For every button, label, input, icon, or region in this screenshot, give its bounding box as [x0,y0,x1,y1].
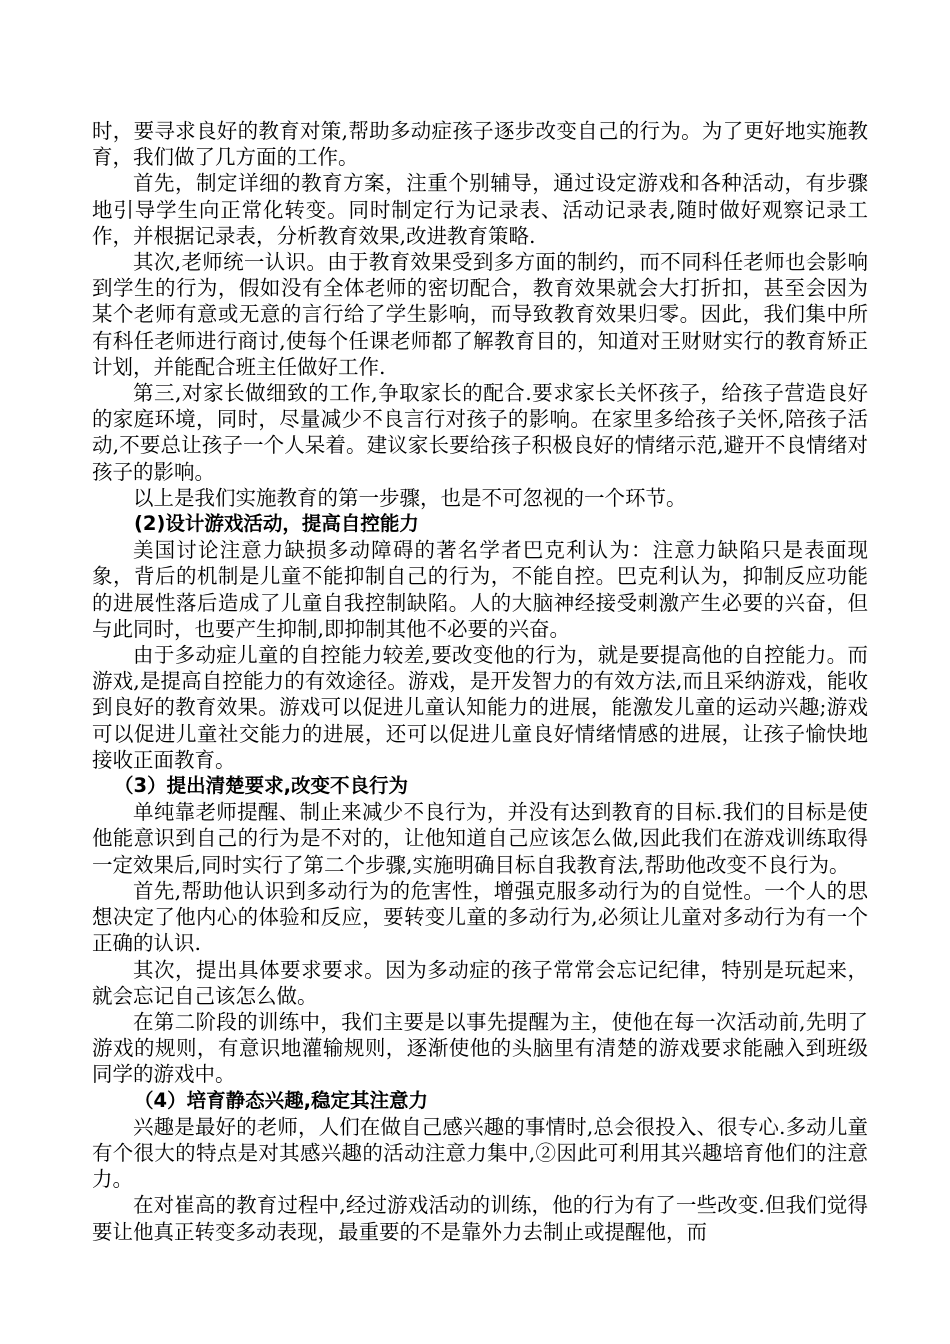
paragraph-specific-requirements: 其次，提出具体要求要求。因为多动症的孩子常常会忘记纪律，特别是玩起来，就会忘记自己该怎么做。 [92,957,868,1008]
paragraph-continuation: 时，要寻求良好的教育对策,帮助多动症孩子逐步改变自己的行为。为了更好地实施教育，我们做了几方面的工作。 [92,119,868,170]
section-heading-2: (2)设计游戏活动，提高自控能力 [134,512,419,536]
paragraph-interest: 兴趣是最好的老师，人们在做自己感兴趣的事情时,总会很投入、很专心.多动儿童有个很大的特点是对其感兴趣的活动注意力集中,②因此可利用其兴趣培育他们的注意力。 [92,1114,868,1192]
section-heading-3: （3）提出清楚要求,改变不良行为 [114,774,408,798]
paragraph-teachers-consensus: 其次,老师统一认识。由于教育效果受到多方面的制约，而不同科任老师也会影响到学生的行为，假如没有全体老师的密切配合，教育效果就会大打折扣，甚至会因为某个老师有意或无意的言行给了学生影响，而导致教育效果归零。因此，我们集中所有科任老师进行商讨,使每个任课老师都了解教育目的，知道对王财财实行的教育矫正计划，并能配合班主任做好工作. [92,250,868,379]
paragraph-first-plan: 首先，制定详细的教育方案，注重个别辅导，通过设定游戏和各种活动，有步骤地引导学生向正常化转变。同时制定行为记录表、活动记录表,随时做好观察记录工作，并根据记录表，分析教育效果,改进教育策略. [92,171,868,248]
paragraph-barkley: 美国讨论注意力缺损多动障碍的著名学者巴克利认为：注意力缺陷只是表面现象，背后的机制是儿童不能抑制自己的行为，不能自控。巴克利认为，抑制反应功能的进展性落后造成了儿童自我控制缺陷。人的大脑神经接受刺激产生必要的兴奋，但与此同时，也要产生抑制,即抑制其他不必要的兴奋。 [92,538,868,641]
paragraph-step-one-summary: 以上是我们实施教育的第一步骤，也是不可忽视的一个环节。 [133,485,687,510]
paragraph-clear-goals: 单纯靠老师提醒、制止来减少不良行为，并没有达到教育的目标.我们的目标是使他能意识到自己的行为是不对的，让他知道自己应该怎么做,因此我们在游戏训练取得一定效果后,同时实行了第二个步骤,实施明确目标自我教育法,帮助他改变不良行为。 [92,800,868,877]
paragraph-second-stage: 在第二阶段的训练中，我们主要是以事先提醒为主，使他在每一次活动前,先明了游戏的规则，有意识地灌输规则，逐渐使他的头脑里有清楚的游戏要求能融入到班级同学的游戏中。 [92,1009,868,1087]
paragraph-cui-gao: 在对崔高的教育过程中,经过游戏活动的训练，他的行为有了一些改变.但我们觉得要让他真正转变多动表现，最重要的不是靠外力去制止或提醒他，而 [92,1193,868,1244]
paragraph-parents-cooperation: 第三,对家长做细致的工作,争取家长的配合.要求家长关怀孩子，给孩子营造良好的家庭环境，同时，尽量减少不良言行对孩子的影响。在家里多给孩子关怀,陪孩子活动,不要总让孩子一个人呆着。建议家长要给孩子积极良好的情绪示范,避开不良情绪对孩子的影响。 [92,381,868,484]
document-page [92,118,868,1245]
paragraph-games: 由于多动症儿童的自控能力较差,要改变他的行为，就是要提高他的自控能力。而游戏,是提高自控能力的有效途径。游戏，是开发智力的有效方法,而且采纳游戏，能收到良好的教育效果。游戏可以促进儿童认知能力的进展，能激发儿童的运动兴趣;游戏可以促进儿童社交能力的进展，还可以促进儿童良好情绪情感的进展，让孩子愉快地接收正面教育。 [92,643,868,772]
section-heading-4: （4）培育静态兴趣,稳定其注意力 [134,1088,428,1112]
paragraph-harm-awareness: 首先,帮助他认识到多动行为的危害性，增强克服多动行为的自觉性。一个人的思想决定了他内心的体验和反应，要转变儿童的多动行为,必须让儿童对多动行为有一个正确的认识. [92,878,868,956]
